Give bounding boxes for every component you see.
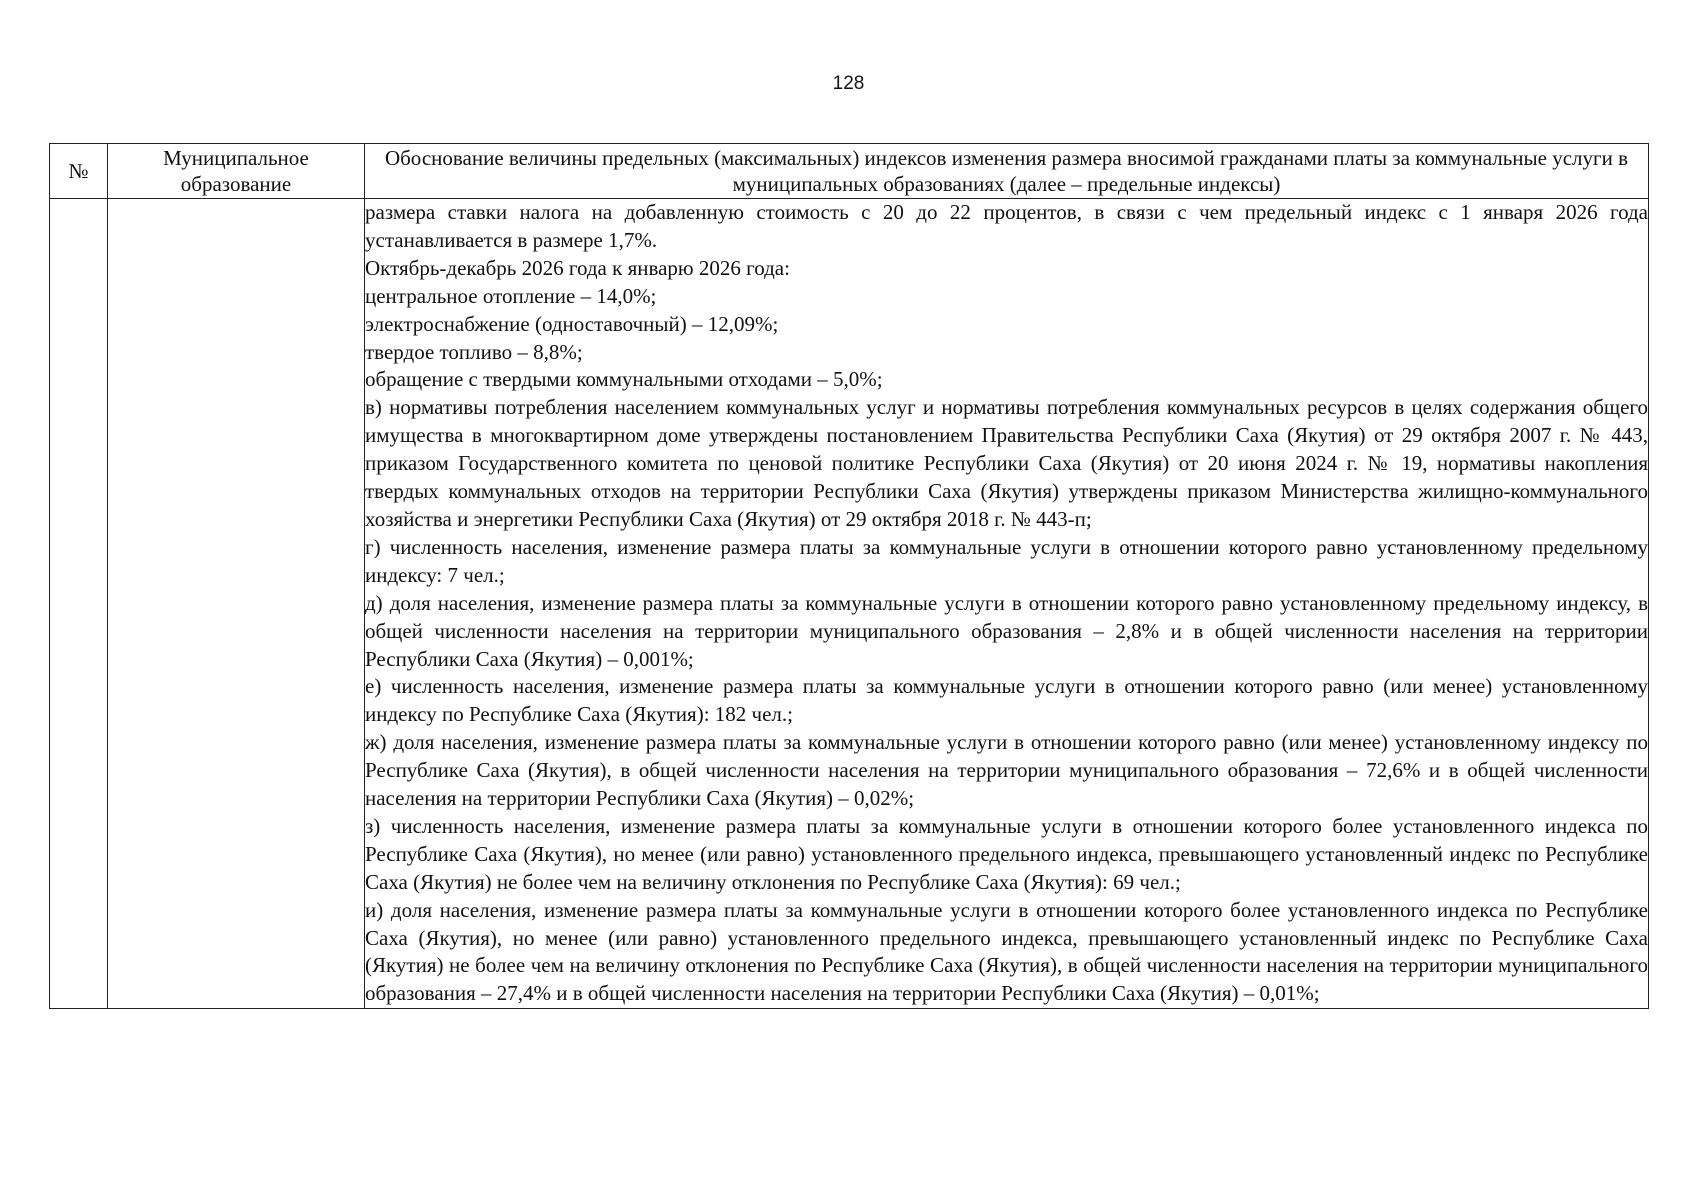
paragraph: д) доля населения, изменение размера платы за коммунальные услуги в отношении которого равно установленному предельному индексу, в общей численности населения на территории муниципального образования – 2,8% и в общей численности населения на территории Республики Саха (Якутия) – 0,001%; xyxy=(365,590,1648,671)
header-justification: Обоснование величины предельных (максимальных) индексов изменения размера вносимой гражданами платы за коммунальные услуги в муниципальных образованиях (далее – предельные индексы) xyxy=(365,144,1649,199)
paragraph: г) численность населения, изменение размера платы за коммунальные услуги в отношении которого равно установленному предельному индексу: 7 чел.; xyxy=(365,534,1648,587)
table-row xyxy=(50,199,1649,1009)
paragraph: Октябрь-декабрь 2026 года к январю 2026 года: xyxy=(365,255,790,280)
header-municipality: Муниципальное образование xyxy=(108,144,365,199)
paragraph: з) численность населения, изменение размера платы за коммунальные услуги в отношении которого более установленного индекса по Республике Саха (Якутия), но менее (или равно) установленного предельного индекса, превышающего установленный индекс по Республике Саха (Якутия) не более чем на величину отклонения по Республике Саха (Якутия): 69 чел.; xyxy=(365,813,1648,894)
paragraph: твердое топливо – 8,8%; xyxy=(365,339,583,364)
cell-municipality xyxy=(108,199,365,1009)
paragraph: ж) доля населения, изменение размера платы за коммунальные услуги в отношении которого равно (или менее) установленному индексу по Республике Саха (Якутия), в общей численности населения на территории муниципального образования – 72,6% и в общей численности населения на территории Республики Саха (Якутия) – 0,02%; xyxy=(365,730,1648,811)
table-header-row xyxy=(50,144,1649,199)
cell-justification xyxy=(365,199,1649,1009)
paragraph: е) численность населения, изменение размера платы за коммунальные услуги в отношении которого равно (или менее) установленному индексу по Республике Саха (Якутия): 182 чел.; xyxy=(365,674,1648,727)
page-number: 128 xyxy=(832,73,865,94)
justification-table xyxy=(49,143,1649,1009)
paragraph: электроснабжение (одноставочный) – 12,09%; xyxy=(365,311,779,336)
paragraph: обращение с твердыми коммунальными отходами – 5,0%; xyxy=(365,367,883,392)
cell-number xyxy=(50,199,108,1009)
paragraph: в) нормативы потребления населением коммунальных услуг и нормативы потребления коммунальных ресурсов в целях содержания общего имущества в многоквартирном доме утверждены постановлением Правительства Республики Саха (Якутия) от 29 октября 2007 г. № 443, приказом Государственного комитета по ценовой политике Республики Саха (Якутия) от 20 июня 2024 г. № 19, нормативы накопления твердых коммунальных отходов на территории Республики Саха (Якутия) утверждены приказом Министерства жилищно-коммунального хозяйства и энергетики Республики Саха (Якутия) от 29 октября 2018 г. № 443-п; xyxy=(365,395,1648,531)
paragraph: центральное отопление – 14,0%; xyxy=(365,283,657,308)
header-number: № xyxy=(50,144,108,199)
paragraph: размера ставки налога на добавленную стоимость с 20 до 22 процентов, в связи с чем предельный индекс с 1 января 2026 года устанавливается в размере 1,7%. xyxy=(365,200,1648,252)
paragraph: и) доля населения, изменение размера платы за коммунальные услуги в отношении которого более установленного индекса по Республике Саха (Якутия), но менее (или равно) установленного предельного индекса, превышающего установленный индекс по Республике Саха (Якутия) не более чем на величину отклонения по Республике Саха (Якутия), в общей численности населения на территории муниципального образования – 27,4% и в общей численности населения на территории Республики Саха (Якутия) – 0,01%; xyxy=(365,897,1648,1006)
